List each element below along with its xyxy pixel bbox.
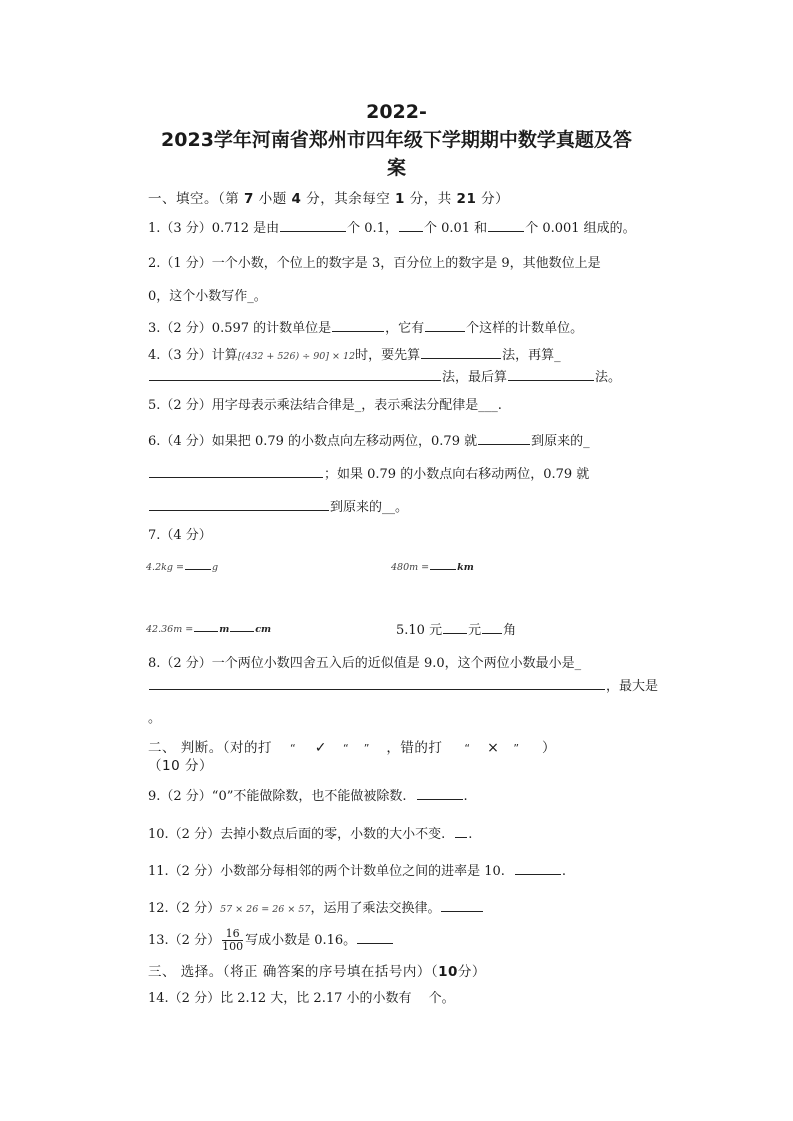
q1-blank-3[interactable] [488,218,524,232]
q7-conversion-3 [146,620,271,639]
q6-blank-1[interactable] [478,431,530,445]
q7-c4-unit-2: 角 [503,623,517,638]
question-4-line-2 [148,367,621,387]
q4-text-e: 法。 [595,370,622,385]
section-1-text-e: 分，其余每空 [306,191,391,207]
q7-c2-blank[interactable] [430,560,456,570]
section-1-heading [148,190,509,208]
question-6-line-1 [148,431,590,451]
q13-text-a: 13.（2 分） [148,933,221,948]
question-6-line-3 [148,497,408,517]
q4-text-a: 4.（3 分）计算 [148,348,238,363]
q13-text-b: 写成小数是 0.16。 [245,933,357,948]
q7-c1-blank[interactable] [185,560,211,570]
q4-text-d: 法，最后算 [442,370,508,385]
q7-conversion-1 [146,558,218,577]
question-5: 5.（2 分）用字母表示乘法结合律是_，表示乘法分配律是___. [148,398,502,413]
q11-text-b: . [561,864,567,879]
question-10 [148,824,472,844]
question-2-line-2: 0，这个小数写作_。 [148,289,267,304]
q7-c1-unit: g [211,562,219,573]
doc-title-line-3: 案 [386,157,406,179]
q7-c3-unit-1: m [219,624,230,635]
q7-c3-unit-2: cm [255,624,272,635]
q8-text-b: ，最大是 [606,679,659,694]
question-8-line-1: 8.（2 分）一个两位小数四舍五入后的近似值是 9.0，这个两位小数最小是_ [148,656,582,671]
section-1-num-f: 1 [395,191,405,207]
q6-text-a: 6.（4 分）如果把 0.79 的小数点向左移动两位，0.79 就 [148,434,478,449]
section-3-num-b: 10 [438,964,458,980]
question-12 [148,898,484,919]
q3-text-b: ，它有 [385,321,425,336]
q1-text-a: 1.（3 分）0.712 是由 [148,221,280,236]
section-1-text-a: 一、填空。（第 [148,191,240,207]
question-8-line-3: 。 [148,711,162,726]
question-13 [148,928,394,953]
q12-expression: 57 × 26 = 26 × 57 [220,904,311,915]
q11-blank[interactable] [515,861,561,875]
q7-c4-unit-1: 元 [468,623,482,638]
q6-blank-2[interactable] [149,464,323,478]
section-2-points [148,757,213,775]
q3-text-c: 个这样的计数单位。 [466,321,584,336]
section-2-heading [148,739,556,758]
question-6-line-2 [148,464,589,484]
question-14: 14.（2 分）比 2.12 大，比 2.17 小的小数有 个。 [148,991,455,1006]
section-1-num-d: 4 [291,191,302,207]
question-2-line-1: 2.（1 分）一个小数，个位上的数字是 3，百分位上的数字是 9，其他数位上是 [148,256,601,271]
question-9 [148,786,468,806]
q9-text-a: 9.（2 分）“0”不能做除数，也不能做被除数. [148,789,407,804]
section-2-text-c: ） [542,740,557,756]
q7-c3-left: 42.36m = [146,624,194,635]
section-3-text-c: 分） [457,964,486,980]
q6-blank-3[interactable] [149,497,329,511]
q3-blank-1[interactable] [332,318,384,332]
q7-c4-left: 5.10 元 [396,623,443,638]
q1-text-c: 个 0.01 和 [423,221,488,236]
q7-conversion-2 [391,558,474,577]
q7-c3-blank-1[interactable] [194,622,218,632]
q3-blank-2[interactable] [425,318,465,332]
q12-blank[interactable] [441,898,483,912]
section-2-quote-close-2: ” [513,742,523,755]
q9-blank[interactable] [417,786,463,800]
q7-conversion-4 [396,620,516,640]
section-1-text-c: 小题 [258,191,287,207]
check-mark-icon: ✓ [314,740,327,756]
q1-blank-1[interactable] [280,218,346,232]
question-7-label: 7.（4 分） [148,528,212,543]
q4-text-c: 法，再算_ [502,348,561,363]
q4-blank-2[interactable] [149,367,441,381]
q10-text-a: 10.（2 分）去掉小数点后面的零，小数的大小不变. [148,827,446,842]
q4-text-b: 时，要先算 [355,348,421,363]
section-1-text-g: 分，共 [409,191,452,207]
q12-text-b: ，运用了乘法交换律。 [310,901,441,916]
q6-text-d: 到原来的__。 [330,500,409,515]
q6-text-c: ；如果 0.79 的小数点向右移动两位，0.79 就 [324,467,590,482]
q1-blank-2[interactable] [399,218,423,232]
section-1-num-b: 7 [244,191,254,207]
question-1 [148,218,636,238]
q7-c2-left: 480m = [391,562,430,573]
section-1-num-h: 21 [456,191,477,207]
section-2-quote-open: “ [290,742,299,755]
q3-text-a: 3.（2 分）0.597 的计数单位是 [148,321,332,336]
doc-title-line-1: 2022- [366,101,427,123]
q1-text-d: 个 0.001 组成的。 [525,221,636,236]
q13-fraction-denominator: 100 [222,940,244,953]
section-3-heading [148,963,486,981]
q13-fraction [222,928,243,953]
q13-blank[interactable] [357,930,393,944]
section-2-quote-open-3: “ [464,742,474,755]
section-3-text-a: 三、 选择。（将正 确答案的序号填在括号内）（ [148,964,439,980]
q8-blank[interactable] [149,676,605,690]
q13-fraction-numerator: 16 [222,928,243,941]
q12-text-a: 12.（2 分） [148,901,221,916]
question-11 [148,861,566,881]
q6-text-b: 到原来的_ [531,434,590,449]
q7-c3-blank-2[interactable] [230,622,254,632]
q11-text-a: 11.（2 分）小数部分每相邻的两个计数单位之间的进率是 10. [148,864,505,879]
section-2-text-a: 二、 判断。（对的打 [148,740,273,756]
q7-c4-blank-2[interactable] [482,620,502,634]
q9-text-b: . [463,789,468,804]
q7-c4-blank-1[interactable] [443,620,467,634]
q1-text-b: 个 0.1， [347,221,398,236]
question-3 [148,318,583,338]
q4-expression: [(432 + 526) ÷ 90] × 12 [237,351,356,362]
q4-blank-1[interactable] [421,345,501,359]
section-2-text-b: ，错的打 [386,740,443,756]
q4-blank-3[interactable] [508,367,594,381]
q7-c1-left: 4.2kg = [146,562,184,573]
q10-blank[interactable] [455,824,467,838]
section-2-points-text: （10 分） [148,758,213,774]
q7-c2-unit: km [457,562,474,573]
q10-text-b: . [468,827,473,842]
question-4-line-1 [148,345,561,366]
cross-mark-icon: × [487,740,500,756]
section-1-text-i: 分） [481,191,510,207]
doc-title-line-2: 2023学年河南省郑州市四年级下学期期中数学真题及答 [161,129,632,151]
section-2-quote-open-2: “ [342,742,352,755]
section-2-quote-close: ” [363,742,373,755]
question-8-line-2 [148,676,658,696]
